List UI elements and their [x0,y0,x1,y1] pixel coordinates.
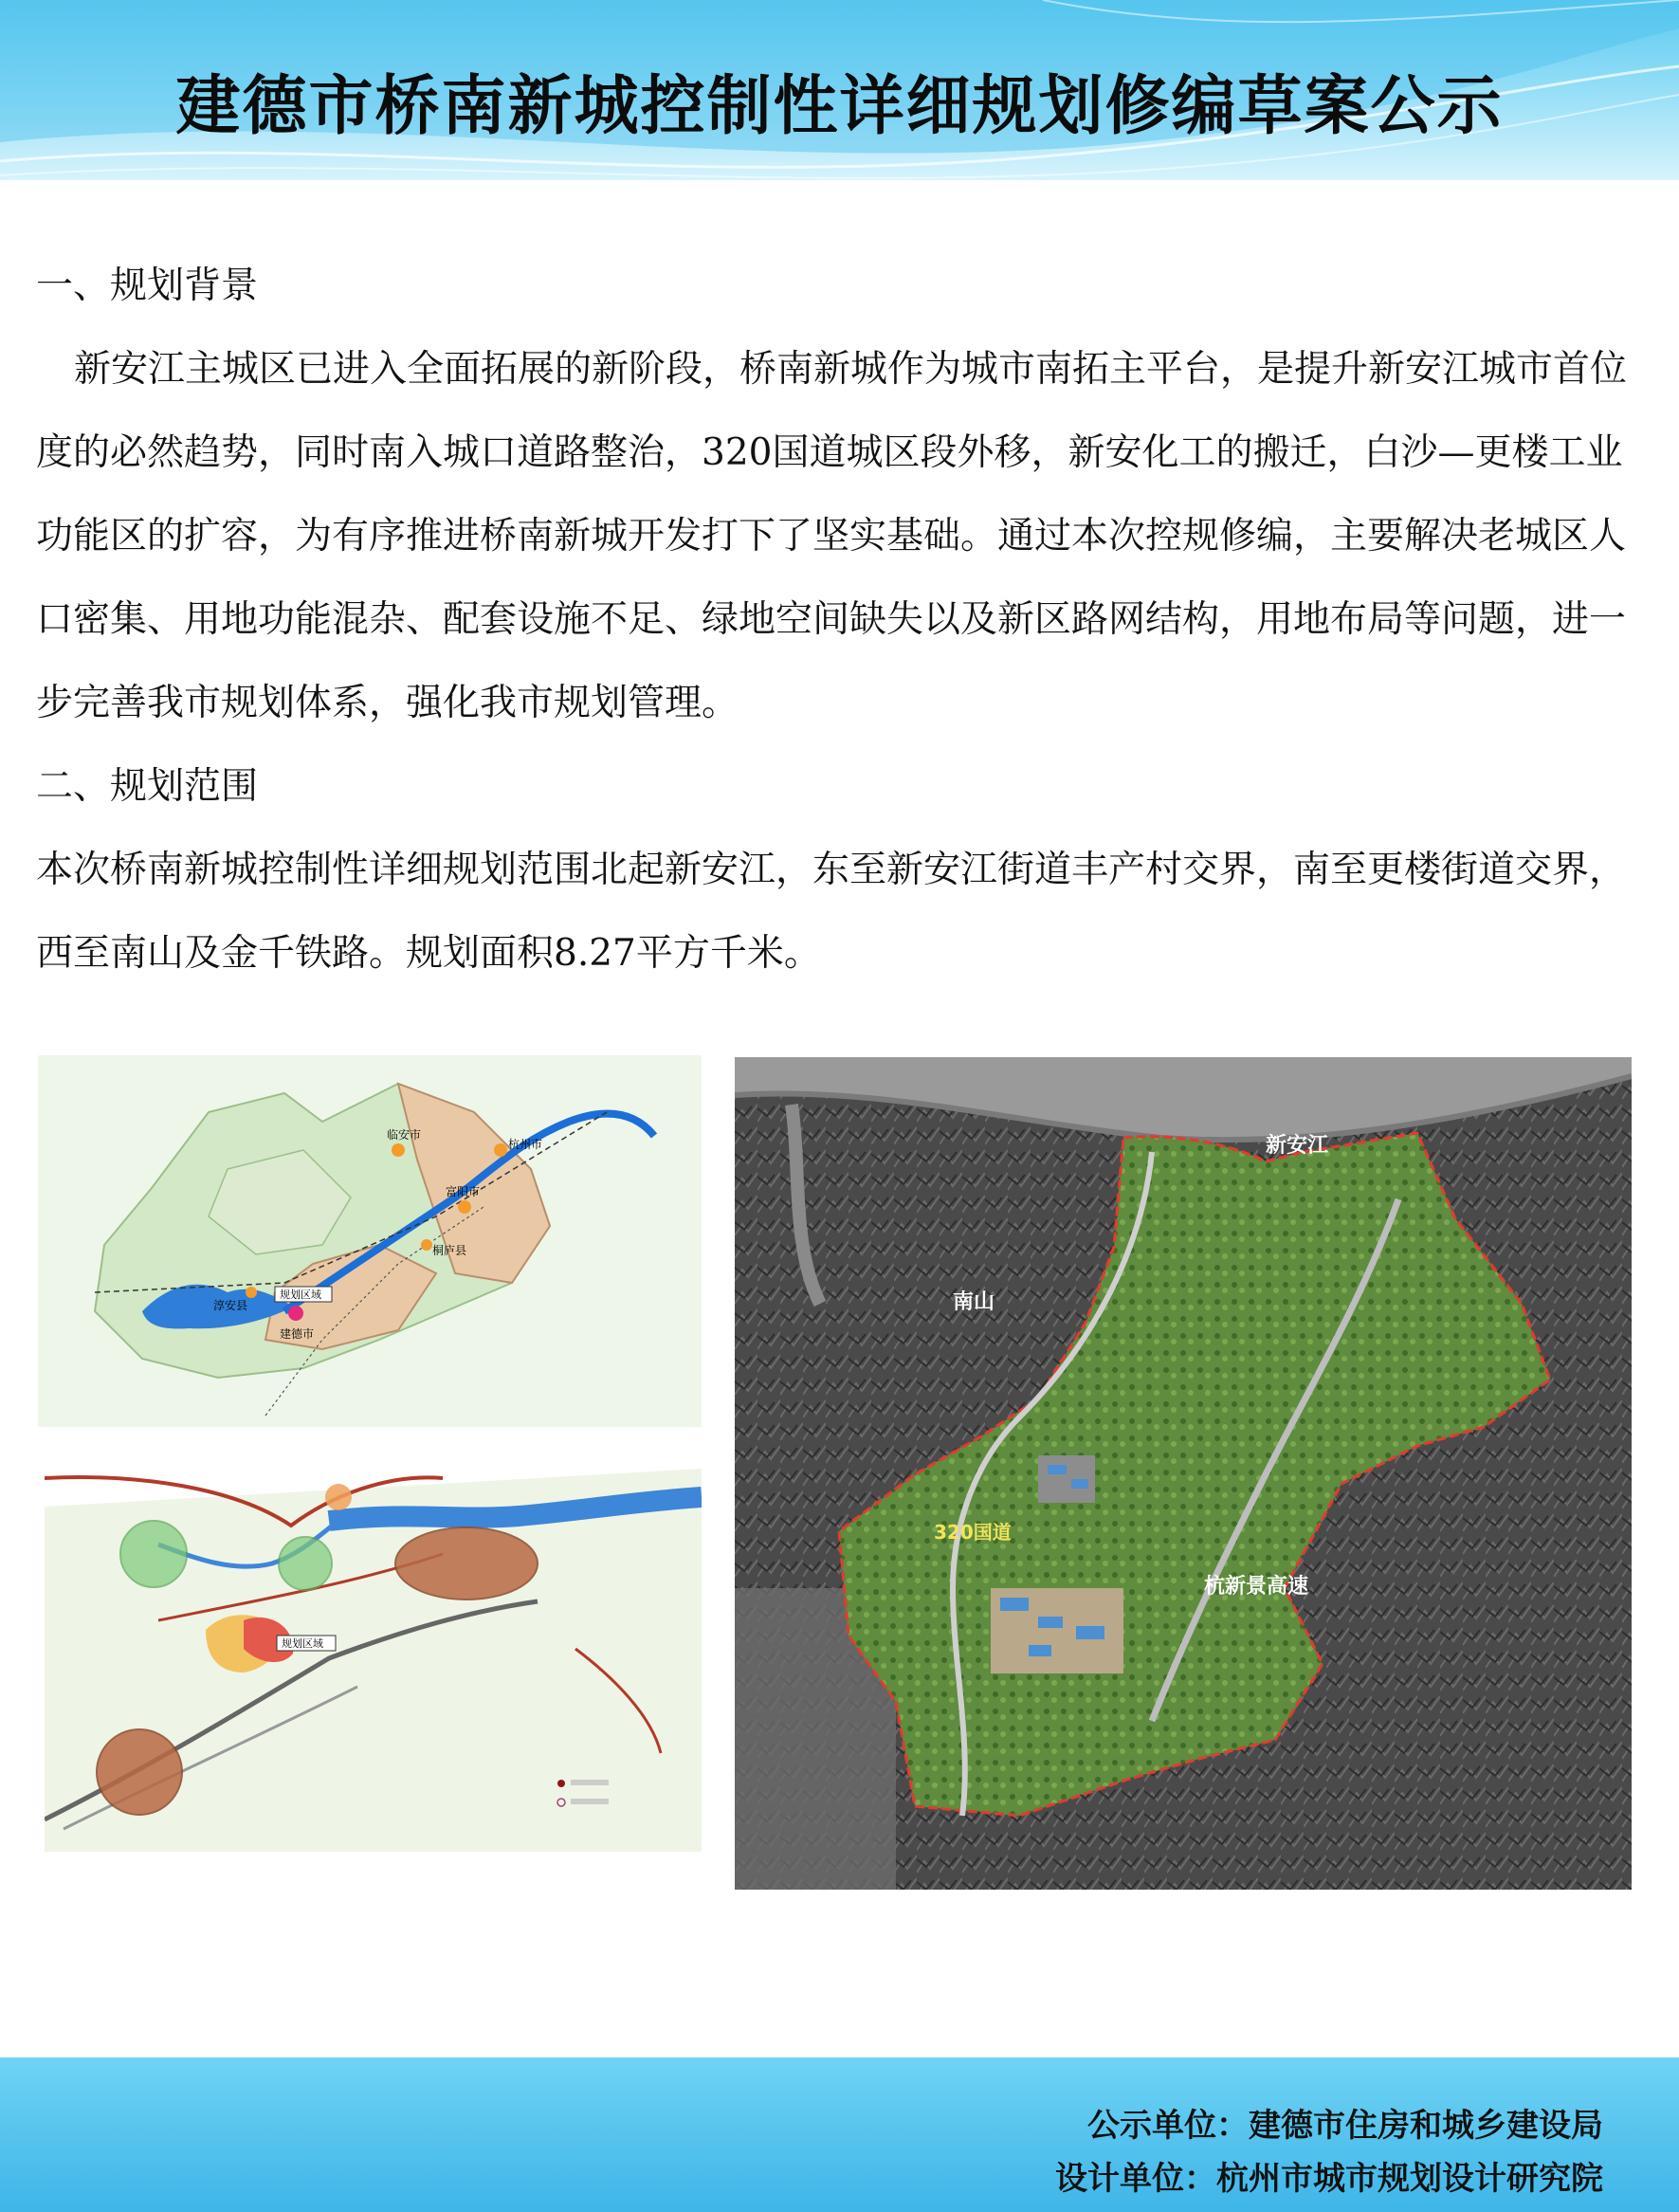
map-label-city: 富阳市 [446,1185,481,1198]
legend-marker-icon [557,1780,565,1787]
map-label-city: 临安市 [387,1128,422,1142]
map-label-city: 杭州市 [508,1138,543,1151]
content-body [36,245,1648,996]
map-label-river: 新安江 [1266,1134,1329,1158]
section-heading-scope: 二、规划范围 [36,765,259,808]
footer-banner [0,2057,1679,2212]
map-label-road: 320国道 [934,1521,1012,1544]
city-marker-icon [421,1239,432,1251]
map-label-plan-area: 规划区域 [280,1289,321,1301]
city-marker-icon [494,1143,507,1157]
city-marker-icon [246,1287,257,1298]
section-body-scope: 本次桥南新城控制性详细规划范围北起新安江，东至新安江街道丰产村交界，南至更楼街道交界，西至南山及金千铁路。规划面积8.27平方千米。 [36,849,1627,975]
area-relation-map [45,1469,702,1852]
satellite-plan-map [735,1057,1632,1890]
designer-label: 设计单位： [1055,2160,1216,2198]
map-label-road: 杭新景高速 [1204,1575,1309,1599]
city-marker-icon [392,1143,405,1157]
page-title: 建德市桥南新城控制性详细规划修编草案公示 [175,69,1504,144]
section-body-background: 新安江主城区已进入全面拓展的新阶段，桥南新城作为城市南拓主平台，是提升新安江城市首位度的必然趋势，同时南入城口道路整治，320国道城区段外移，新安化工的搬迁，白沙—更楼工业功能区的扩容，为有序推进桥南新城开发打下了坚实基础。通过本次控规修编，主要解决老城区人口密集、用地功能混杂、配套设施不足、绿地空间缺失以及新区路网结构，用地布局等问题，进一步完善我市规划体系，强化我市规划管理。 [36,348,1628,724]
map-label-city: 建德市 [280,1327,315,1341]
publisher-name: 建德市住房和城乡建设局 [1249,2107,1603,2145]
section-heading-background: 一、规划背景 [36,265,259,307]
footer-publisher-line [1087,2099,1603,2146]
city-marker-icon [458,1200,471,1214]
header-banner [0,0,1679,180]
footer-designer-line [1055,2152,1603,2199]
map-label-city: 桐庐县 [432,1244,467,1257]
map-label-mountain: 南山 [953,1290,995,1314]
designer-name: 杭州市城市规划设计研究院 [1216,2160,1603,2198]
publisher-label: 公示单位： [1087,2107,1249,2145]
map-label-city: 淳安县 [213,1299,248,1312]
plan-area-marker-icon [288,1306,303,1321]
map-label-plan-area: 规划区域 [282,1637,323,1650]
regional-location-map [38,1055,702,1427]
